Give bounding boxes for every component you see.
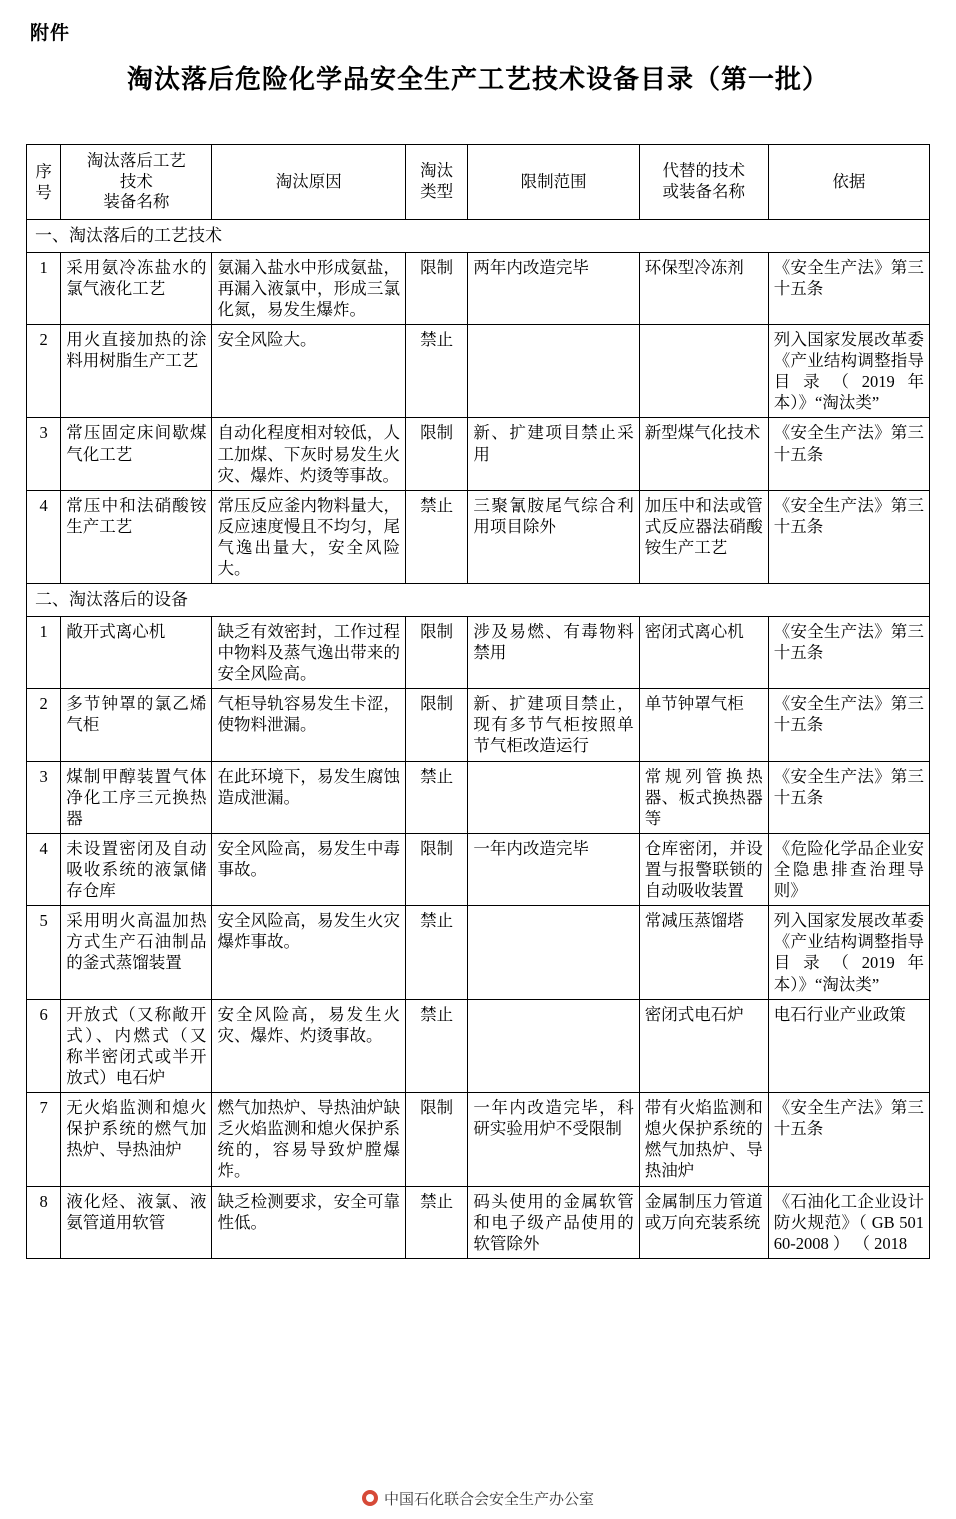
table-row	[27, 689, 930, 761]
cell-basis: 《安全生产法》第三十五条	[768, 252, 929, 324]
cell-alt: 常减压蒸馏塔	[639, 906, 768, 999]
cell-no: 2	[27, 324, 61, 417]
cell-scope	[468, 761, 639, 833]
table-row	[27, 999, 930, 1092]
cell-no: 7	[27, 1093, 61, 1186]
cell-alt: 仓库密闭，并设置与报警联锁的自动吸收装置	[639, 833, 768, 905]
cell-reason: 燃气加热炉、导热油炉缺乏火焰监测和熄火保护系统的，容易导致炉膛爆炸。	[212, 1093, 406, 1186]
cell-basis: 《安全生产法》第三十五条	[768, 418, 929, 490]
table-section-row	[27, 584, 930, 617]
cell-type: 禁止	[405, 1186, 467, 1258]
cell-basis: 《石油化工企业设计防火规范》（ GB 50160-2008 ） （ 2018	[768, 1186, 929, 1258]
cell-no: 4	[27, 833, 61, 905]
cell-scope: 码头使用的金属软管和电子级产品使用的软管除外	[468, 1186, 639, 1258]
cell-type: 禁止	[405, 324, 467, 417]
cell-basis: 电石行业产业政策	[768, 999, 929, 1092]
cell-reason: 缺乏检测要求，安全可靠性低。	[212, 1186, 406, 1258]
cell-type: 限制	[405, 833, 467, 905]
header-alt-line1: 代替的技术	[662, 161, 745, 181]
attachment-label: 附件	[30, 23, 71, 44]
cell-no: 5	[27, 906, 61, 999]
header-type	[405, 145, 467, 220]
table-row	[27, 761, 930, 833]
cell-type: 限制	[405, 1093, 467, 1186]
cell-scope: 三聚氰胺尾气综合利用项目除外	[468, 490, 639, 583]
cell-alt: 加压中和法或管式反应器法硝酸铵生产工艺	[639, 490, 768, 583]
cell-basis: 列入国家发展改革委《产业结构调整指导目录（2019年本）》“淘汰类”	[768, 906, 929, 999]
header-alt	[639, 145, 768, 220]
header-scope: 限制范围	[468, 145, 639, 220]
cell-no: 1	[27, 252, 61, 324]
cell-no: 6	[27, 999, 61, 1092]
cell-reason: 安全风险高，易发生火灾爆炸事故。	[212, 906, 406, 999]
header-name-line3: 装备名称	[103, 192, 170, 212]
cell-reason: 常压反应釜内物料量大，反应速度慢且不均匀，尾气逸出量大，安全风险大。	[212, 490, 406, 583]
cell-reason: 安全风险大。	[212, 324, 406, 417]
cell-name: 敞开式离心机	[61, 616, 212, 688]
catalog-table	[26, 144, 930, 1259]
cell-scope: 新、扩建项目禁止，现有多节气柜按照单节气柜改造运行	[468, 689, 639, 761]
cell-no: 4	[27, 490, 61, 583]
table-row	[27, 616, 930, 688]
cell-basis: 《安全生产法》第三十五条	[768, 689, 929, 761]
table-section-title: 一、淘汰落后的工艺技术	[27, 219, 930, 252]
cell-alt: 密闭式电石炉	[639, 999, 768, 1092]
header-basis: 依据	[768, 145, 929, 220]
cell-scope	[468, 999, 639, 1092]
watermark-text: 中国石化联合会安全生产办公室	[383, 1491, 594, 1508]
cell-reason: 氨漏入盐水中形成氨盐，再漏入液氯中，形成三氯化氮，易发生爆炸。	[212, 252, 406, 324]
cell-name: 用火直接加热的涂料用树脂生产工艺	[61, 324, 212, 417]
cell-name: 多节钟罩的氯乙烯气柜	[61, 689, 212, 761]
cell-no: 2	[27, 689, 61, 761]
cell-name: 开放式（又称敞开式）、内燃式（又称半密闭式或半开放式）电石炉	[61, 999, 212, 1092]
cell-basis: 《安全生产法》第三十五条	[768, 1093, 929, 1186]
cell-type: 限制	[405, 418, 467, 490]
cell-alt: 常规列管换热器、板式换热器等	[639, 761, 768, 833]
table-header-row	[27, 145, 930, 220]
table-header	[27, 145, 930, 220]
header-type-line2: 类型	[420, 181, 454, 201]
cell-type: 禁止	[405, 906, 467, 999]
cell-alt: 新型煤气化技术	[639, 418, 768, 490]
cell-scope: 一年内改造完毕	[468, 833, 639, 905]
header-reason: 淘汰原因	[212, 145, 406, 220]
cell-alt: 单节钟罩气柜	[639, 689, 768, 761]
table-row	[27, 490, 930, 583]
table-row	[27, 1186, 930, 1258]
cell-reason: 气柜导轨容易发生卡涩，使物料泄漏。	[212, 689, 406, 761]
table-row	[27, 1093, 930, 1186]
page-title: 淘汰落后危险化学品安全生产工艺技术设备目录（第一批）	[126, 65, 829, 94]
cell-reason: 安全风险高，易发生火灾、爆炸、灼烫事故。	[212, 999, 406, 1092]
cell-name: 采用氨冷冻盐水的氯气液化工艺	[61, 252, 212, 324]
table-section-title: 二、淘汰落后的设备	[27, 584, 930, 617]
watermark-logo-icon	[362, 1490, 378, 1506]
table-row	[27, 324, 930, 417]
cell-scope	[468, 906, 639, 999]
cell-name: 煤制甲醇装置气体净化工序三元换热器	[61, 761, 212, 833]
cell-no: 8	[27, 1186, 61, 1258]
cell-basis: 《安全生产法》第三十五条	[768, 490, 929, 583]
cell-type: 限制	[405, 252, 467, 324]
cell-type: 禁止	[405, 761, 467, 833]
table-row	[27, 252, 930, 324]
cell-basis: 《安全生产法》第三十五条	[768, 761, 929, 833]
table-row	[27, 418, 930, 490]
cell-basis: 《安全生产法》第三十五条	[768, 616, 929, 688]
header-alt-line2: 或装备名称	[662, 181, 745, 201]
cell-name: 采用明火高温加热方式生产石油制品的釜式蒸馏装置	[61, 906, 212, 999]
cell-name: 常压中和法硝酸铵生产工艺	[61, 490, 212, 583]
cell-no: 1	[27, 616, 61, 688]
table-row	[27, 906, 930, 999]
cell-alt: 环保型冷冻剂	[639, 252, 768, 324]
cell-type: 限制	[405, 689, 467, 761]
cell-reason: 安全风险高，易发生中毒事故。	[212, 833, 406, 905]
cell-type: 限制	[405, 616, 467, 688]
cell-name: 无火焰监测和熄火保护系统的燃气加热炉、导热油炉	[61, 1093, 212, 1186]
header-no: 序号	[27, 145, 61, 220]
cell-scope: 一年内改造完毕，科研实验用炉不受限制	[468, 1093, 639, 1186]
cell-alt: 带有火焰监测和熄火保护系统的燃气加热炉、导热油炉	[639, 1093, 768, 1186]
cell-scope	[468, 324, 639, 417]
header-type-line1: 淘汰	[420, 161, 454, 181]
table-row	[27, 833, 930, 905]
table-section-row	[27, 219, 930, 252]
cell-type: 禁止	[405, 999, 467, 1092]
cell-basis: 列入国家发展改革委《产业结构调整指导目录（2019年本）》“淘汰类”	[768, 324, 929, 417]
cell-alt	[639, 324, 768, 417]
cell-reason: 自动化程度相对较低，人工加煤、下灰时易发生火灾、爆炸、灼烫等事故。	[212, 418, 406, 490]
cell-name: 液化烃、液氯、液氨管道用软管	[61, 1186, 212, 1258]
cell-scope: 涉及易燃、有毒物料禁用	[468, 616, 639, 688]
footer	[0, 1488, 956, 1512]
cell-basis: 《危险化学品企业安全隐患排查治理导则》	[768, 833, 929, 905]
cell-scope: 两年内改造完毕	[468, 252, 639, 324]
cell-name: 未设置密闭及自动吸收系统的液氯储存仓库	[61, 833, 212, 905]
cell-type: 禁止	[405, 490, 467, 583]
table-body	[27, 219, 930, 1258]
cell-no: 3	[27, 761, 61, 833]
cell-reason: 在此环境下，易发生腐蚀造成泄漏。	[212, 761, 406, 833]
cell-alt: 金属制压力管道或万向充装系统	[639, 1186, 768, 1258]
cell-reason: 缺乏有效密封，工作过程中物料及蒸气逸出带来的安全风险高。	[212, 616, 406, 688]
header-name-line1: 淘汰落后工艺	[86, 151, 186, 170]
header-name	[61, 145, 212, 220]
cell-no: 3	[27, 418, 61, 490]
cell-scope: 新、扩建项目禁止采用	[468, 418, 639, 490]
header-name-line2: 技术	[119, 171, 153, 191]
cell-name: 常压固定床间歇煤气化工艺	[61, 418, 212, 490]
cell-alt: 密闭式离心机	[639, 616, 768, 688]
